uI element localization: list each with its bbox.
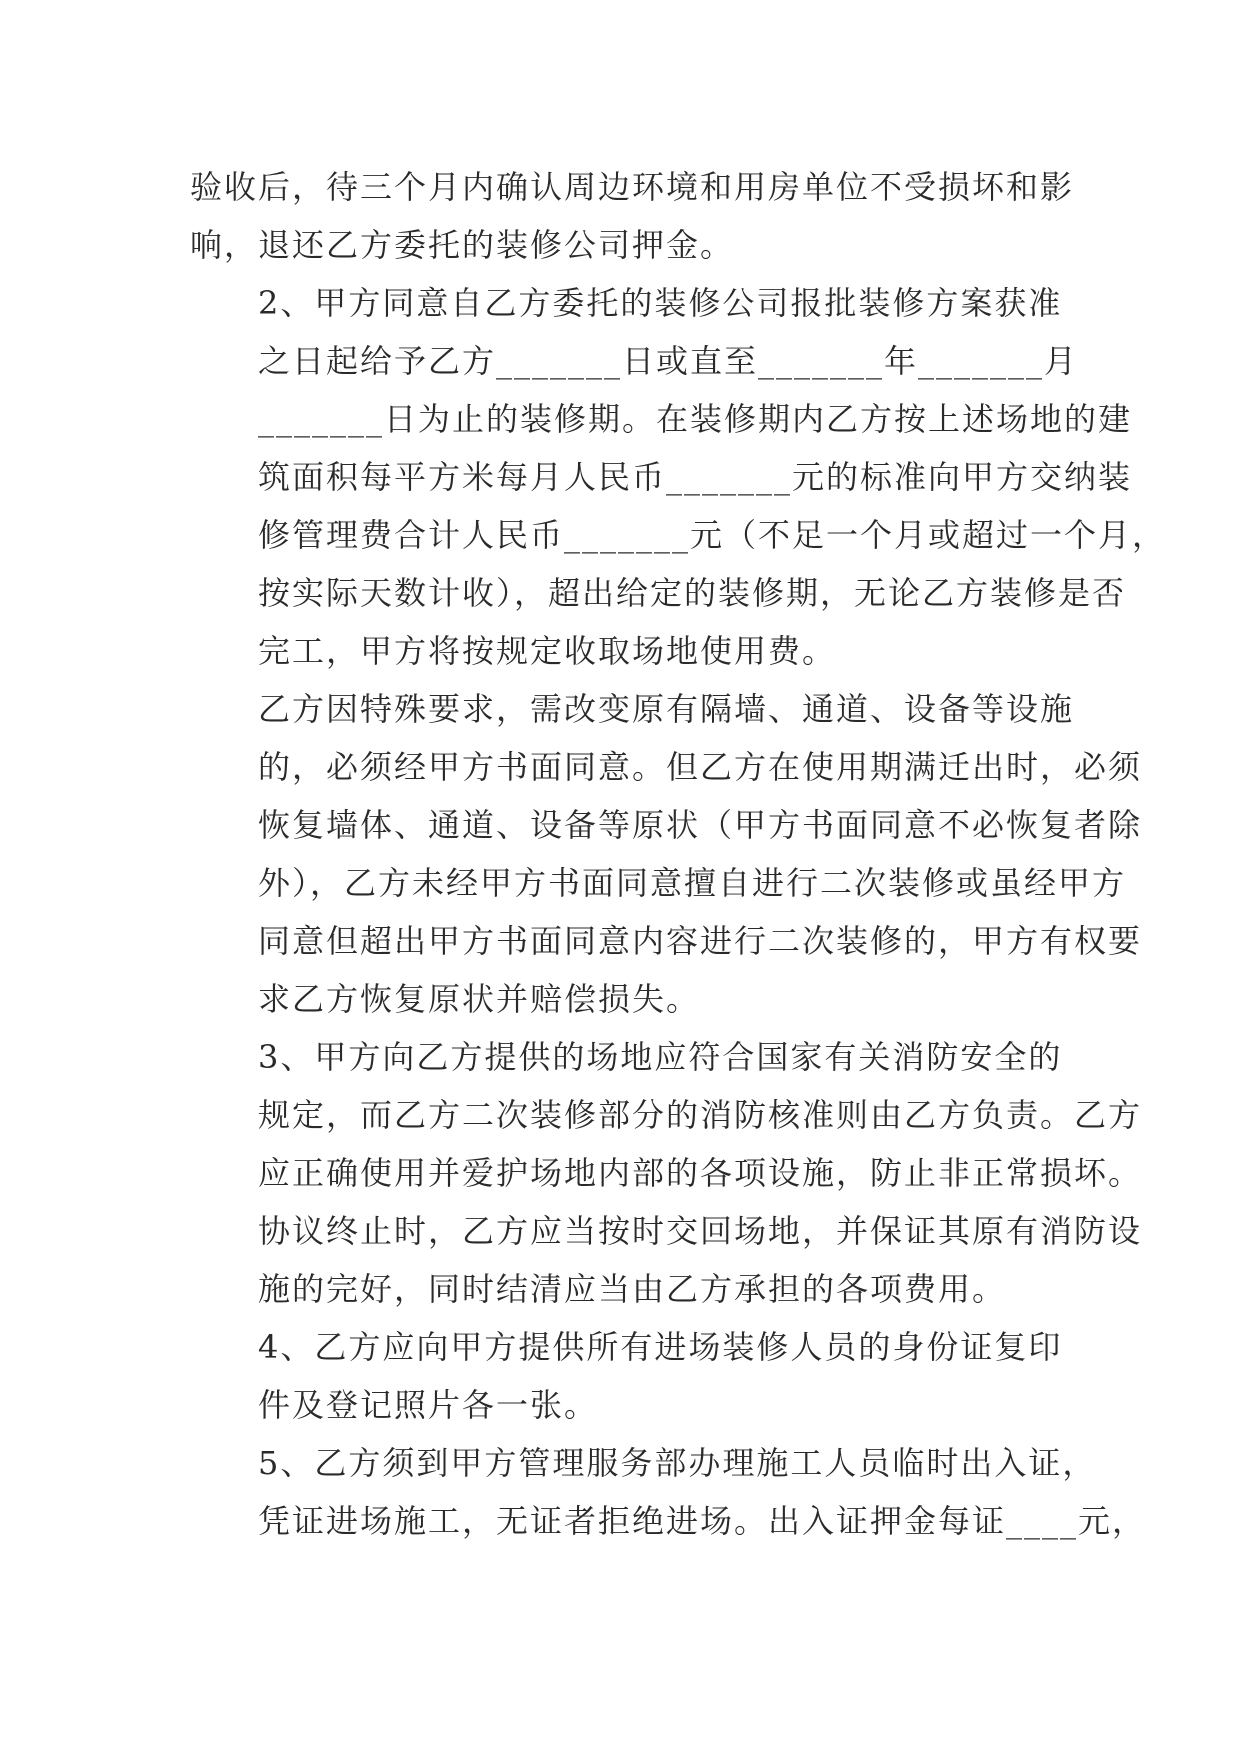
text-line: 协议终止时，乙方应当按时交回场地，并保证其原有消防设: [258, 1212, 1143, 1250]
text-line: 外），乙方未经甲方书面同意擅自进行二次装修或虽经甲方: [258, 864, 1127, 902]
text-line: 施的完好，同时结清应当由乙方承担的各项费用。: [258, 1270, 1007, 1308]
paragraph-clause-3: [190, 1028, 1143, 1318]
contract-body: [190, 158, 1167, 1550]
text-line: 乙方因特殊要求，需改变原有隔墙、通道、设备等设施: [258, 690, 1075, 728]
paragraph-deposit-return: [190, 158, 1075, 274]
text-line: 按实际天数计收），超出给定的装修期，无论乙方装修是否: [258, 574, 1127, 612]
text-line: 筑面积每平方米每月人民币_______元的标准向甲方交纳装: [258, 458, 1133, 496]
text-line: 恢复墙体、通道、设备等原状（甲方书面同意不必恢复者除: [258, 806, 1143, 844]
text-line: 3、甲方向乙方提供的场地应符合国家有关消防安全的: [258, 1038, 1063, 1076]
text-line: 应正确使用并爱护场地内部的各项设施，防止非正常损坏。: [258, 1154, 1143, 1192]
text-line: 4、乙方应向甲方提供所有进场装修人员的身份证复印: [258, 1328, 1063, 1366]
text-line: 2、甲方同意自乙方委托的装修公司报批装修方案获准: [258, 284, 1063, 322]
text-line: 完工，甲方将按规定收取场地使用费。: [258, 632, 837, 670]
text-line: 5、乙方须到甲方管理服务部办理施工人员临时出入证，: [258, 1444, 1097, 1482]
text-line: 验收后，待三个月内确认周边环境和用房单位不受损坏和影: [190, 168, 1075, 206]
text-line: 响，退还乙方委托的装修公司押金。: [190, 226, 735, 264]
text-line: 规定，而乙方二次装修部分的消防核准则由乙方负责。乙方: [258, 1096, 1143, 1134]
text-line: 修管理费合计人民币_______元（不足一个月或超过一个月，: [258, 516, 1167, 554]
paragraph-clause-2: [190, 274, 1167, 680]
paragraph-clause-5: [190, 1434, 1147, 1550]
text-line: 的，必须经甲方书面同意。但乙方在使用期满迁出时，必须: [258, 748, 1143, 786]
text-line: _______日为止的装修期。在装修期内乙方按上述场地的建: [258, 400, 1133, 438]
text-line: 凭证进场施工，无证者拒绝进场。出入证押金每证____元，: [258, 1502, 1147, 1540]
paragraph-special-requirements: [190, 680, 1143, 1028]
paragraph-clause-4: [190, 1318, 1063, 1434]
text-line: 同意但超出甲方书面同意内容进行二次装修的，甲方有权要: [258, 922, 1143, 960]
text-line: 之日起给予乙方_______日或直至_______年_______月: [258, 342, 1079, 380]
text-line: 求乙方恢复原状并赔偿损失。: [258, 980, 701, 1018]
text-line: 件及登记照片各一张。: [258, 1386, 599, 1424]
